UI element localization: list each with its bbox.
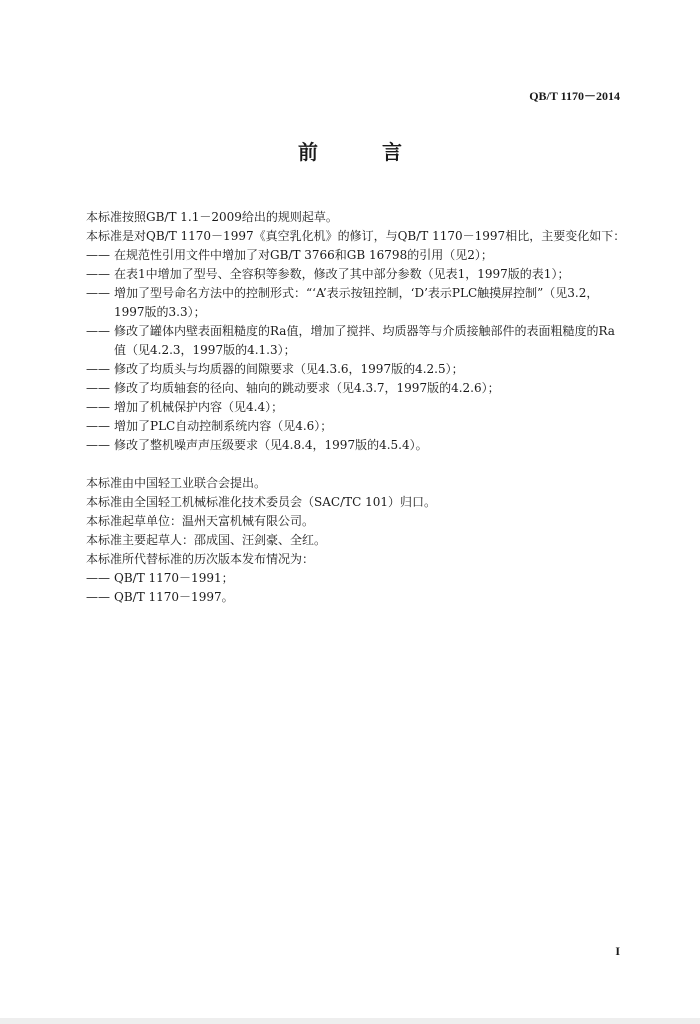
change-item: [86, 284, 626, 322]
info-line: 本标准所代替标准的历次版本发布情况为：: [86, 552, 315, 566]
page-title: 前 言: [298, 140, 424, 164]
change-text: 增加了机械保护内容（见4.4）；: [114, 400, 284, 414]
previous-version-item: [86, 588, 626, 607]
list-dash: ——: [86, 267, 110, 281]
change-text: 增加了PLC自动控制系统内容（见4.6）；: [114, 419, 333, 433]
list-dash: ——: [86, 286, 110, 300]
list-dash: ——: [86, 419, 110, 433]
previous-version-text: QB/T 1170－1991；: [114, 571, 234, 585]
change-item: [86, 436, 626, 455]
info-line: 本标准由中国轻工业联合会提出。: [86, 476, 267, 490]
change-text: 在表1中增加了型号、全容积等参数，修改了其中部分参数（见表1，1997版的表1）；: [114, 267, 570, 281]
paragraph-gap: [86, 455, 626, 474]
list-dash: ——: [86, 362, 110, 376]
previous-version-item: [86, 569, 626, 588]
change-item: [86, 322, 626, 360]
info-line: 本标准主要起草人：邵成国、汪剑豪、全红。: [86, 533, 327, 547]
info-line: 本标准由全国轻工机械标准化技术委员会（SAC/TC 101）归口。: [86, 495, 437, 509]
change-text: 修改了整机噪声声压级要求（见4.8.4，1997版的4.5.4）。: [114, 438, 428, 452]
change-text: 修改了均质轴套的径向、轴向的跳动要求（见4.3.7，1997版的4.2.6）；: [114, 381, 500, 395]
list-dash: ——: [86, 400, 110, 414]
change-text: 在规范性引用文件中增加了对GB/T 3766和GB 16798的引用（见2）；: [114, 248, 493, 262]
list-dash: ——: [86, 381, 110, 395]
previous-version-text: QB/T 1170－1997。: [114, 590, 234, 604]
change-text: 增加了型号命名方法中的控制形式：“‘A’表示按钮控制，‘D’表示PLC触摸屏控制”（见3.2，1997版的3.3）；: [114, 286, 599, 319]
standard-code: QB/T 1170－2014: [529, 89, 620, 103]
intro-line: 本标准按照GB/T 1.1－2009给出的规则起草。: [86, 210, 338, 224]
list-dash: ——: [86, 248, 110, 262]
intro-line: 本标准是对QB/T 1170－1997《真空乳化机》的修订，与QB/T 1170－1997相比，主要变化如下：: [86, 229, 626, 243]
info-line: 本标准起草单位：温州天富机械有限公司。: [86, 514, 315, 528]
page-number: I: [615, 944, 620, 958]
list-dash: ——: [86, 324, 110, 338]
foreword-body: [86, 208, 626, 607]
change-item: [86, 246, 626, 265]
change-item: [86, 379, 626, 398]
change-item: [86, 398, 626, 417]
list-dash: ——: [86, 590, 110, 604]
change-text: 修改了均质头与均质器的间隙要求（见4.3.6，1997版的4.2.5）；: [114, 362, 464, 376]
change-item: [86, 265, 626, 284]
list-dash: ——: [86, 438, 110, 452]
change-item: [86, 417, 626, 436]
list-dash: ——: [86, 571, 110, 585]
change-item: [86, 360, 626, 379]
change-text: 修改了罐体内壁表面粗糙度的Ra值，增加了搅拌、均质器等与介质接触部件的表面粗糙度的Ra值（见4.2.3，1997版的4.1.3）；: [114, 324, 615, 357]
bottom-divider: [0, 1018, 700, 1024]
